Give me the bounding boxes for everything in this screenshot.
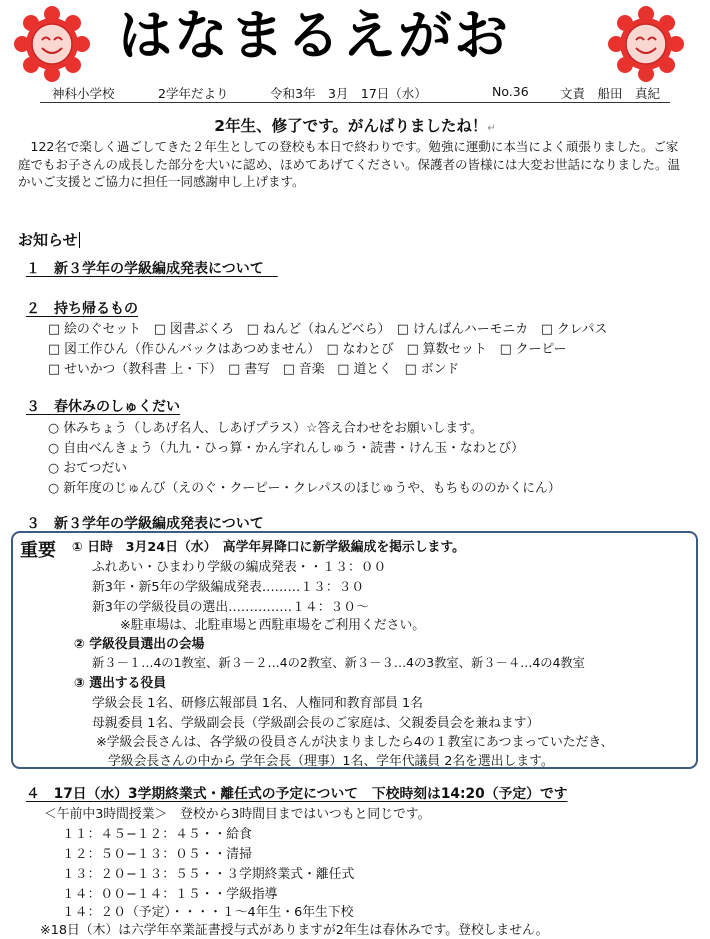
smiling-sun-left-icon [12,4,92,84]
list-item: ○ 新年度のじゅんび（えのぐ・クーピー・クレパスのほじゅうや、もちもののかくにん） [48,481,561,496]
box-line: ※駐車場は、北駐車場と西駐車場をご利用ください。 [120,618,426,633]
header-info [0,84,710,102]
text-cursor [79,232,80,248]
list-item: □ 絵のぐセット □ 図書ぶくろ □ ねんど（ねんどべら） □ けんばんハーモニカ □ クレパス [48,322,608,337]
schedule-line: １１：４５−１２：４５・・給食 [62,827,252,842]
box-line: ③ 選出する役員 [74,676,167,691]
list-item: ○ 休みちょう（しあげ名人、しあげプラス）☆答え合わせをお願いします。 [48,421,483,436]
schedule-note: ※18日（木）は六学年卒業証書授与式がありますが2年生は春休みです。登校しません。 [40,923,549,938]
box-line: 学級会長さんの中から 学年会長（理事）1名、学年代議員 2名を選出します。 [108,754,554,769]
box-line: ※学級会長さんは、各学級の役員さんが決まりましたら4の１教室にあつまっていただき、 [96,735,614,750]
section-3-heading: ３ 春休みのしゅくだい [26,399,180,415]
box-line: ① 日時 3月24日（水） 高学年昇降口に新学級編成を掲示します。 [72,540,465,555]
issue-number: No.36 [492,84,529,99]
schedule-line: １２：５０−１３：０５・・清掃 [62,847,252,862]
newsletter-title: はなまるえがお [118,4,510,67]
list-item: □ 図工作ひん（作ひんバックはあつめません） □ なわとび □ 算数セット □ クーピー [48,342,567,357]
newsletter-name: 2学年だより [158,86,229,101]
author: 文責 船田 真紀 [560,86,661,101]
school-name: 神科小学校 [52,86,115,101]
box-line: ② 学級役員選出の会場 [74,637,205,652]
section-4-heading: ４ 17日（水）3学期終業式・離任式の予定について 下校時刻は14:20（予定）です [26,786,568,802]
smiling-sun-right-icon [606,4,686,84]
intro-paragraph: 122名で楽しく過ごしてきた２年生としての登校も本日で終わりです。勉強に運動に本当によく頑張りました。ご家庭でもお子さんの成長した部分を大いに認め、ほめてあげてください。保護者の皆様には大変お世話になりました。温かいご支援とご協力に担任一同感謝申し上げます。 [18,139,681,189]
section-2-heading: ２ 持ち帰るもの [26,301,138,317]
notice-heading: お知らせ [18,231,78,249]
box-line: 学級会長 1名、研修広報部員 1名、人権同和教育部員 1名 [92,696,423,711]
schedule-line: １４：００−１４：１５・・学級指導 [62,887,278,902]
list-item: ○ おてつだい [48,461,128,476]
schedule-line: １３：２０−１３：５５・・３学期終業式・離任式 [62,867,355,882]
section-3b-heading: ３ 新３学年の学級編成発表について [26,516,264,532]
box-line: ふれあい・ひまわり学級の編成発表・・１３：００ [92,560,387,575]
box-line: 新3年・新5年の学級編成発表………１３：３０ [92,580,365,595]
important-label: 重要 [20,540,56,561]
list-item: ○ 自由べんきょう（九九・ひっ算・かん字れんしゅう・読書・けん玉・なわとび） [48,441,524,456]
section-1-heading: １ 新３学年の学級編成発表について [26,261,278,277]
headline: 2年生、修了です。がんばりましたね！↵ [214,117,496,135]
issue-date: 令和3年 3月 17日（水） [270,86,427,101]
box-line: 母親委員 1名、学級副会長（学級副会長のご家庭は、父親委員会を兼ねます） [92,716,540,731]
box-line: 新３－１…4の1教室、新３－２…4の2教室、新３－３…4の3教室、新３－４…4の4教室 [92,656,585,670]
list-item: □ せいかつ（教科書 上・下） □ 書写 □ 音楽 □ 道とく □ ボンド [48,362,460,377]
schedule-line: １４：２０（予定）・・・・１〜4年生・6年生下校 [62,905,354,920]
schedule-line: ＜午前中3時間授業＞ 登校から3時間目まではいつもと同じです。 [44,807,431,822]
header-divider [40,102,670,103]
box-line: 新3年の学級役員の選出……………１４：３０～ [92,600,369,615]
